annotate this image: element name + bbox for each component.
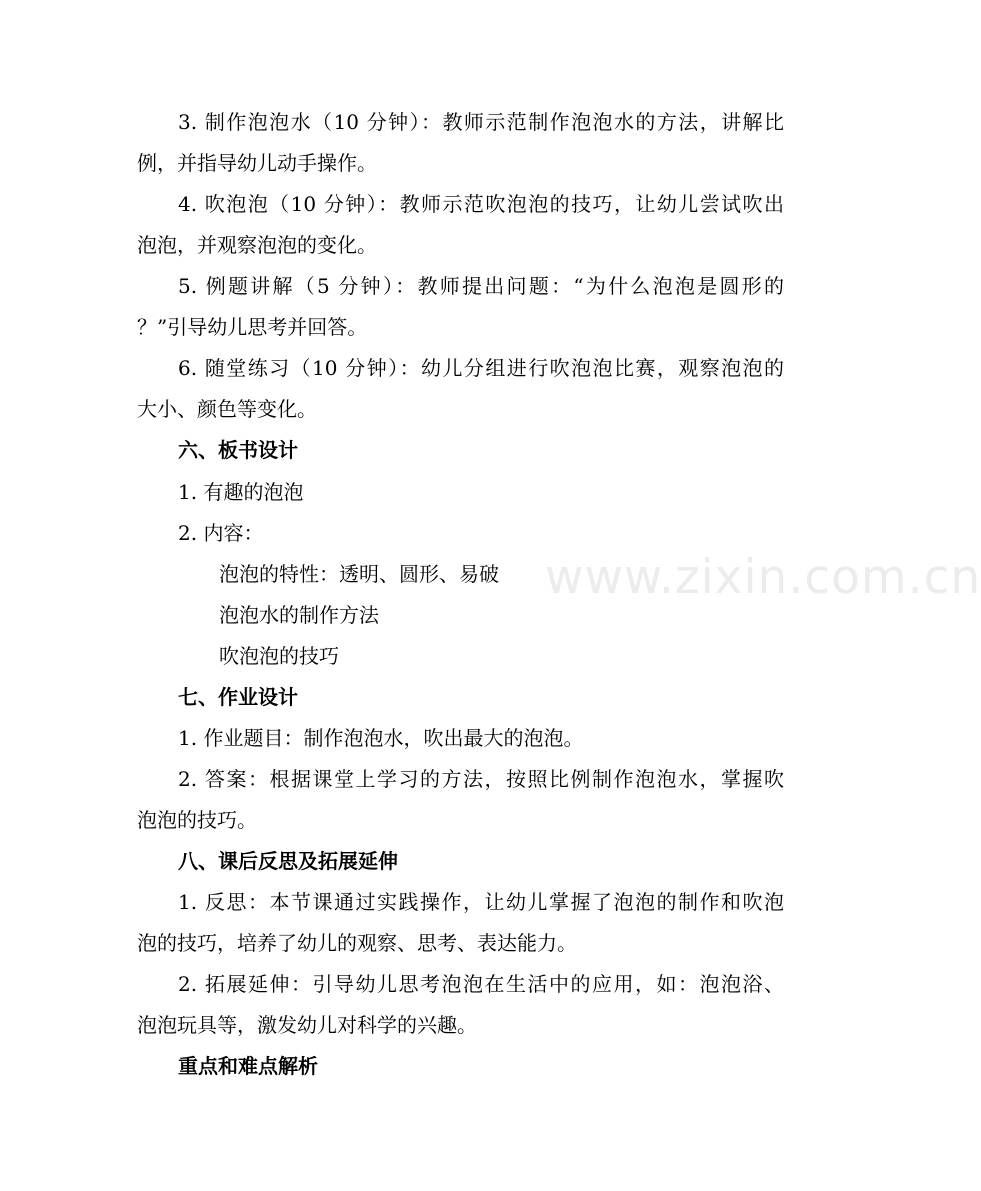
section7-heading: 七、作业设计 (178, 685, 298, 709)
section8-item2-line1: 2. 拓展延伸：引导幼儿思考泡泡在生活中的应用，如：泡泡浴、 (178, 972, 784, 996)
section8-heading: 八、课后反思及拓展延伸 (178, 849, 398, 873)
section6-item1: 1. 有趣的泡泡 (178, 480, 304, 504)
section7-item1: 1. 作业题目：制作泡泡水，吹出最大的泡泡。 (178, 726, 584, 750)
section7-item2-line2: 泡泡的技巧。 (137, 808, 257, 832)
section6-heading: 六、板书设计 (178, 438, 298, 462)
section8-item1-line1: 1. 反思：本节课通过实践操作，让幼儿掌握了泡泡的制作和吹泡 (178, 890, 784, 914)
step4-line1: 4. 吹泡泡（10 分钟）：教师示范吹泡泡的技巧，让幼儿尝试吹出 (178, 192, 784, 216)
section6-sub-item: 吹泡泡的技巧 (219, 644, 339, 668)
section7-item2-line1: 2. 答案：根据课堂上学习的方法，按照比例制作泡泡水，掌握吹 (178, 767, 784, 791)
section8-item1-line2: 泡的技巧，培养了幼儿的观察、思考、表达能力。 (137, 931, 577, 955)
step5-line1: 5. 例题讲解（5 分钟）：教师提出问题：“为什么泡泡是圆形的 (178, 274, 784, 298)
watermark: www.zixin.com.cn (545, 550, 981, 605)
step5-line2: ？”引导幼儿思考并回答。 (137, 315, 368, 339)
step3-line2: 例，并指导幼儿动手操作。 (137, 151, 377, 175)
section6-sub-item: 泡泡的特性：透明、圆形、易破 (219, 562, 499, 586)
step3-line1: 3. 制作泡泡水（10 分钟）：教师示范制作泡泡水的方法，讲解比 (178, 110, 784, 134)
step4-line2: 泡泡，并观察泡泡的变化。 (137, 233, 377, 257)
section8-item2-line2: 泡泡玩具等，激发幼儿对科学的兴趣。 (137, 1013, 477, 1037)
step6-line2: 大小、颜色等变化。 (137, 397, 317, 421)
step6-line1: 6. 随堂练习（10 分钟）：幼儿分组进行吹泡泡比赛，观察泡泡的 (178, 356, 784, 380)
section6-sub-item: 泡泡水的制作方法 (219, 603, 379, 627)
section9-heading: 重点和难点解析 (178, 1054, 318, 1078)
section6-item2: 2. 内容： (178, 521, 264, 545)
